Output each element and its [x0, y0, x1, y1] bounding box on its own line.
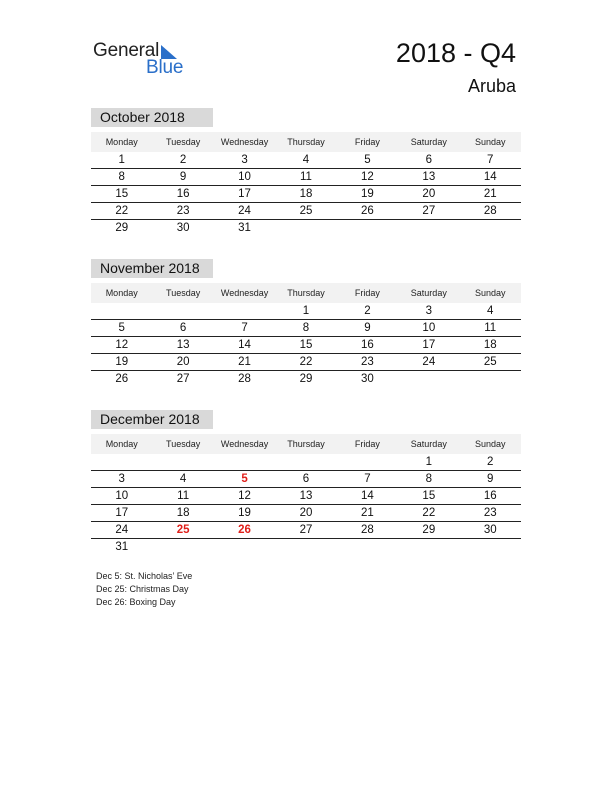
date-cell: 3	[118, 473, 125, 485]
week-row	[91, 539, 521, 555]
date-cell: 30	[361, 373, 374, 385]
month-block-november	[91, 259, 521, 387]
date-cell: 16	[483, 490, 497, 502]
date-cell: 17	[115, 507, 129, 519]
date-cell: 15	[115, 188, 129, 200]
date-cell	[398, 539, 459, 555]
date-cell: 10	[115, 490, 129, 502]
week-row	[91, 471, 521, 488]
date-cell: 21	[361, 507, 374, 519]
week-row	[91, 203, 521, 220]
date-cell: 15	[299, 339, 313, 351]
month-title: October 2018	[91, 108, 213, 127]
date-cell	[91, 454, 152, 470]
weekday-label: Sunday	[474, 439, 506, 449]
date-cell: 2	[179, 154, 187, 166]
date-cell: 3	[425, 305, 433, 317]
date-cell: 9	[364, 322, 371, 334]
date-cell: 22	[299, 356, 313, 368]
holiday-date-cell: 26	[238, 524, 251, 536]
month-block-october	[91, 108, 521, 236]
weekday-header-row	[91, 132, 521, 152]
holiday-date-cell: 5	[241, 473, 248, 485]
date-cell: 11	[177, 490, 190, 502]
date-cell: 10	[422, 322, 436, 334]
date-cell: 7	[487, 154, 494, 166]
date-cell: 23	[361, 356, 374, 368]
date-cell: 21	[483, 188, 497, 200]
date-cell	[152, 454, 213, 470]
date-cell: 19	[361, 188, 374, 200]
logo-text-general: General	[93, 40, 160, 61]
date-cell	[460, 220, 521, 236]
date-cell: 30	[176, 222, 190, 234]
holiday-notes	[96, 570, 192, 609]
date-cell: 19	[238, 507, 251, 519]
date-cell: 28	[238, 373, 251, 385]
date-cell: 6	[302, 473, 310, 485]
date-cell: 11	[300, 171, 312, 183]
date-cell	[275, 454, 336, 470]
date-cell: 25	[483, 356, 497, 368]
date-cell: 1	[302, 305, 310, 317]
date-cell: 23	[176, 205, 190, 217]
weekday-label: Thursday	[287, 288, 325, 298]
date-cell	[337, 539, 398, 555]
date-cell: 21	[238, 356, 251, 368]
week-row	[91, 522, 521, 539]
date-cell: 17	[238, 188, 251, 200]
date-cell: 22	[422, 507, 436, 519]
date-cell	[460, 539, 521, 555]
date-cell: 26	[115, 373, 129, 385]
date-cell: 30	[483, 524, 497, 536]
weekday-label: Monday	[105, 288, 138, 298]
weekday-label: Friday	[354, 439, 380, 449]
date-cell: 20	[299, 507, 313, 519]
date-cell: 27	[299, 524, 313, 536]
weekday-label: Saturday	[410, 439, 447, 449]
date-cell	[398, 371, 459, 387]
date-cell: 28	[483, 205, 497, 217]
date-cell: 31	[115, 541, 129, 553]
week-row	[91, 152, 521, 169]
week-row	[91, 220, 521, 236]
weekday-header-row	[91, 434, 521, 454]
date-cell: 7	[364, 473, 371, 485]
holiday-date-cell: 25	[176, 524, 190, 536]
country-name: Aruba	[467, 76, 516, 96]
date-cell: 12	[238, 490, 251, 502]
date-cell: 2	[364, 305, 371, 317]
logo-text-blue: Blue	[146, 57, 184, 78]
date-cell: 17	[422, 339, 436, 351]
date-cell: 13	[422, 171, 436, 183]
week-row	[91, 371, 521, 387]
date-cell: 29	[299, 373, 313, 385]
date-cell: 16	[176, 188, 190, 200]
week-row	[91, 337, 521, 354]
date-cell: 18	[176, 507, 190, 519]
week-row	[91, 488, 521, 505]
week-row	[91, 505, 521, 522]
date-cell: 14	[483, 171, 497, 183]
date-cell: 23	[483, 507, 497, 519]
weekday-label: Monday	[105, 439, 138, 449]
weekday-label: Tuesday	[166, 288, 201, 298]
date-cell: 24	[422, 356, 436, 368]
week-row	[91, 454, 521, 471]
date-cell: 31	[238, 222, 251, 234]
date-cell: 7	[241, 322, 248, 334]
weekday-label: Sunday	[474, 137, 506, 147]
holiday-note: Dec 26: Boxing Day	[96, 597, 176, 607]
date-cell	[337, 454, 398, 470]
weekday-header-row	[91, 283, 521, 303]
weekday-label: Wednesday	[220, 439, 269, 449]
weekday-label: Tuesday	[166, 137, 201, 147]
date-cell: 4	[179, 473, 187, 485]
date-cell: 26	[361, 205, 374, 217]
page-title: 2018 - Q4	[395, 38, 516, 68]
date-cell: 20	[422, 188, 436, 200]
week-row	[91, 354, 521, 371]
date-cell: 9	[179, 171, 187, 183]
weekday-label: Monday	[105, 137, 138, 147]
week-row	[91, 169, 521, 186]
weekday-label: Wednesday	[220, 288, 269, 298]
date-cell: 12	[115, 339, 129, 351]
week-row	[91, 320, 521, 337]
date-cell	[152, 539, 213, 555]
date-cell: 6	[425, 154, 433, 166]
month-title: December 2018	[91, 410, 213, 429]
date-cell: 8	[425, 473, 433, 485]
date-cell: 29	[115, 222, 129, 234]
date-cell: 8	[118, 171, 125, 183]
date-cell: 4	[487, 305, 494, 317]
weekday-label: Saturday	[410, 137, 447, 147]
weekday-label: Sunday	[474, 288, 506, 298]
weekday-label: Thursday	[287, 137, 325, 147]
date-cell: 27	[176, 373, 190, 385]
date-cell: 2	[487, 456, 494, 468]
month-block-december	[91, 410, 521, 555]
weekday-label: Wednesday	[220, 137, 269, 147]
date-cell: 13	[299, 490, 313, 502]
date-cell: 6	[179, 322, 187, 334]
date-cell: 27	[422, 205, 436, 217]
holiday-note: Dec 25: Christmas Day	[96, 584, 189, 594]
date-cell	[214, 454, 275, 470]
date-cell: 18	[299, 188, 313, 200]
date-cell: 24	[238, 205, 251, 217]
weekday-label: Friday	[354, 288, 380, 298]
holiday-note: Dec 5: St. Nicholas’ Eve	[96, 571, 193, 581]
date-cell: 1	[425, 456, 433, 468]
date-cell	[91, 303, 152, 319]
date-cell: 10	[238, 171, 251, 183]
general-blue-logo	[93, 40, 203, 80]
date-cell: 3	[241, 154, 248, 166]
date-cell	[275, 220, 336, 236]
date-cell: 18	[483, 339, 497, 351]
date-cell	[152, 303, 213, 319]
date-cell: 9	[487, 473, 494, 485]
date-cell	[460, 371, 521, 387]
date-cell: 4	[302, 154, 310, 166]
date-cell: 14	[238, 339, 251, 351]
weekday-label: Saturday	[410, 288, 447, 298]
date-cell: 12	[361, 171, 374, 183]
date-cell	[214, 303, 275, 319]
weekday-label: Friday	[354, 137, 380, 147]
date-cell: 14	[361, 490, 374, 502]
date-cell	[214, 539, 275, 555]
date-cell: 16	[361, 339, 374, 351]
weekday-label: Thursday	[287, 439, 325, 449]
week-row	[91, 303, 521, 320]
date-cell	[398, 220, 459, 236]
weekday-label: Tuesday	[166, 439, 201, 449]
date-cell: 1	[118, 154, 125, 166]
month-title: November 2018	[91, 259, 213, 278]
date-cell: 19	[115, 356, 129, 368]
date-cell	[275, 539, 336, 555]
date-cell: 25	[299, 205, 313, 217]
date-cell: 8	[302, 322, 310, 334]
date-cell: 29	[422, 524, 436, 536]
date-cell: 28	[361, 524, 374, 536]
date-cell: 13	[176, 339, 190, 351]
date-cell: 5	[118, 322, 125, 334]
date-cell: 24	[115, 524, 129, 536]
date-cell: 22	[115, 205, 129, 217]
week-row	[91, 186, 521, 203]
date-cell: 20	[176, 356, 190, 368]
date-cell: 5	[364, 154, 371, 166]
date-cell: 15	[422, 490, 436, 502]
date-cell	[337, 220, 398, 236]
date-cell: 11	[484, 322, 497, 334]
